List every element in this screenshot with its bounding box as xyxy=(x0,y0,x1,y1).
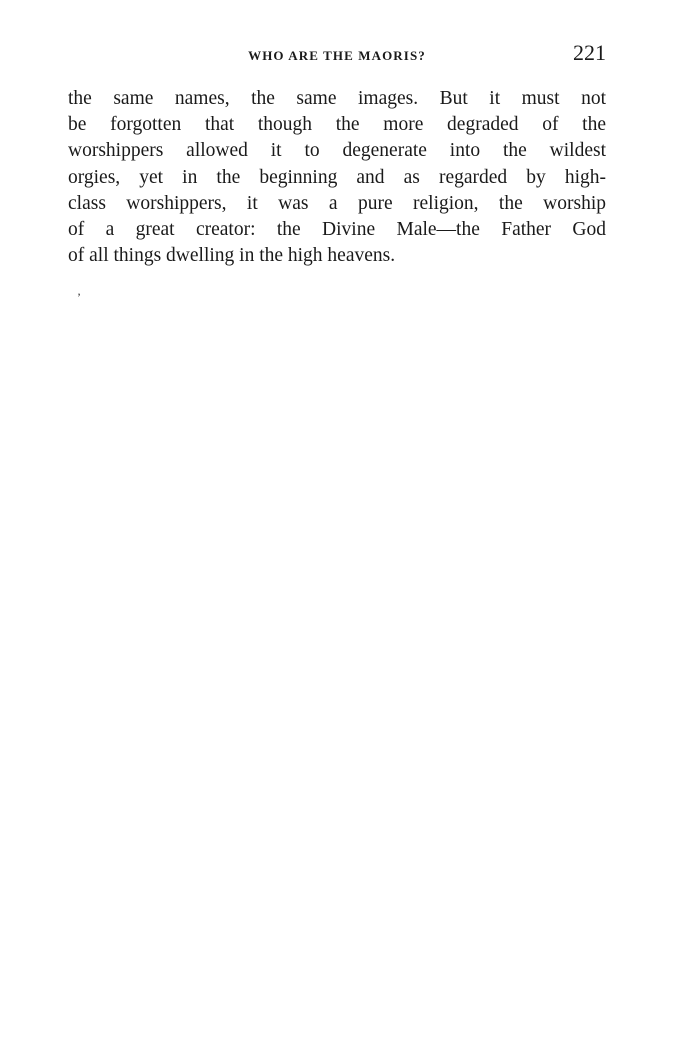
stray-ink-mark: ’ xyxy=(77,290,81,304)
page-number: 221 xyxy=(573,40,606,65)
text-line: of all things dwelling in the high heavens. xyxy=(68,245,396,267)
running-head xyxy=(68,40,606,70)
text-line: class worshippers, it was a pure religion, the worship xyxy=(68,192,606,214)
text-line: worshippers allowed it to degenerate into the wildest xyxy=(68,140,606,162)
text-line: the same names, the same images. But it must not xyxy=(68,88,606,109)
text-line: of a great creator: the Divine Male—the Father God xyxy=(68,218,606,240)
text-line: be forgotten that though the more degraded of the xyxy=(68,114,606,136)
running-title: WHO ARE THE MAORIS? xyxy=(248,48,426,63)
text-line: orgies, yet in the beginning and as regarded by high- xyxy=(68,166,606,188)
body-paragraph xyxy=(68,86,606,269)
